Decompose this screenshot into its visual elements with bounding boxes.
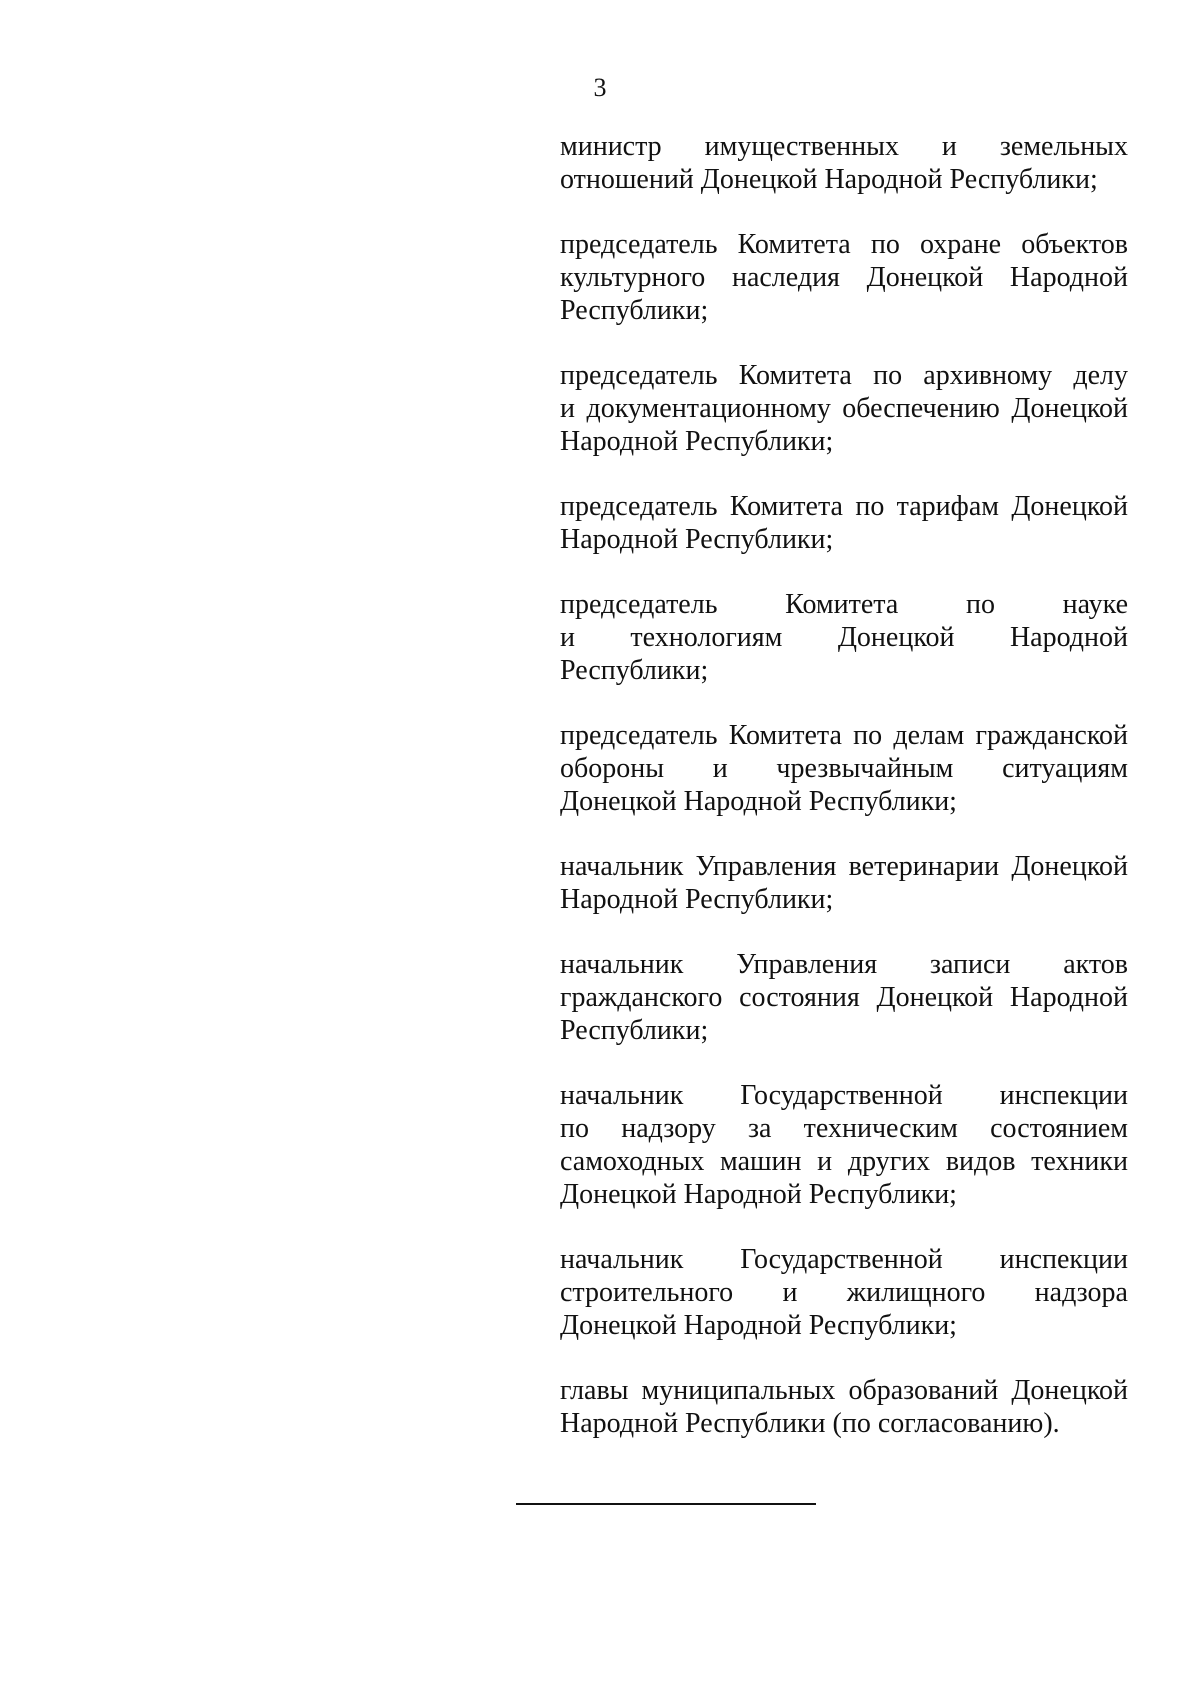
- list-item-line: Республики;: [560, 655, 709, 686]
- list-item: [560, 719, 1128, 818]
- list-item-line: начальник Управления записи актов: [560, 949, 1128, 980]
- member-list: [560, 130, 1128, 1472]
- list-item-line: Республики;: [560, 295, 709, 326]
- list-item-line: Донецкой Народной Республики;: [560, 786, 957, 817]
- list-item-line: председатель Комитета по охране объектов: [560, 229, 1128, 260]
- list-item-line: Донецкой Народной Республики;: [560, 1179, 957, 1210]
- list-item: [560, 228, 1128, 327]
- list-item: [560, 588, 1128, 687]
- list-item: [560, 948, 1128, 1047]
- list-item-line: министр имущественных и земельных: [560, 131, 1128, 162]
- list-item-line: Народной Республики;: [560, 884, 834, 915]
- list-item: [560, 1374, 1128, 1440]
- list-item-line: гражданского состояния Донецкой Народной: [560, 982, 1128, 1013]
- list-item-line: председатель Комитета по науке: [560, 589, 1128, 620]
- list-item-line: Народной Республики;: [560, 426, 834, 457]
- list-item-line: по надзору за техническим состоянием: [560, 1113, 1128, 1144]
- list-item-line: начальник Государственной инспекции: [560, 1080, 1128, 1111]
- list-item-line: обороны и чрезвычайным ситуациям: [560, 753, 1128, 784]
- list-item: [560, 850, 1128, 916]
- list-item-line: культурного наследия Донецкой Народной: [560, 262, 1128, 293]
- list-item-line: главы муниципальных образований Донецкой: [560, 1375, 1128, 1406]
- list-item-line: и технологиям Донецкой Народной: [560, 622, 1128, 653]
- list-item-line: Донецкой Народной Республики;: [560, 1310, 957, 1341]
- list-item-line: Народной Республики (по согласованию).: [560, 1408, 1060, 1439]
- list-item: [560, 359, 1128, 458]
- page-number: 3: [593, 73, 607, 102]
- list-item-line: отношений Донецкой Народной Республики;: [560, 164, 1098, 195]
- list-item-line: самоходных машин и других видов техники: [560, 1146, 1128, 1177]
- list-item-line: Народной Республики;: [560, 524, 834, 555]
- list-item-line: начальник Управления ветеринарии Донецкой: [560, 851, 1128, 882]
- list-item: [560, 1079, 1128, 1211]
- list-item-line: и документационному обеспечению Донецкой: [560, 393, 1128, 424]
- end-of-list-divider: [516, 1503, 816, 1505]
- list-item: [560, 490, 1128, 556]
- list-item-line: председатель Комитета по архивному делу: [560, 360, 1128, 391]
- list-item-line: строительного и жилищного надзора: [560, 1277, 1128, 1308]
- list-item-line: председатель Комитета по тарифам Донецкой: [560, 491, 1128, 522]
- list-item: [560, 1243, 1128, 1342]
- list-item-line: Республики;: [560, 1015, 709, 1046]
- list-item-line: начальник Государственной инспекции: [560, 1244, 1128, 1275]
- list-item-line: председатель Комитета по делам гражданской: [560, 720, 1128, 751]
- list-item: [560, 130, 1128, 196]
